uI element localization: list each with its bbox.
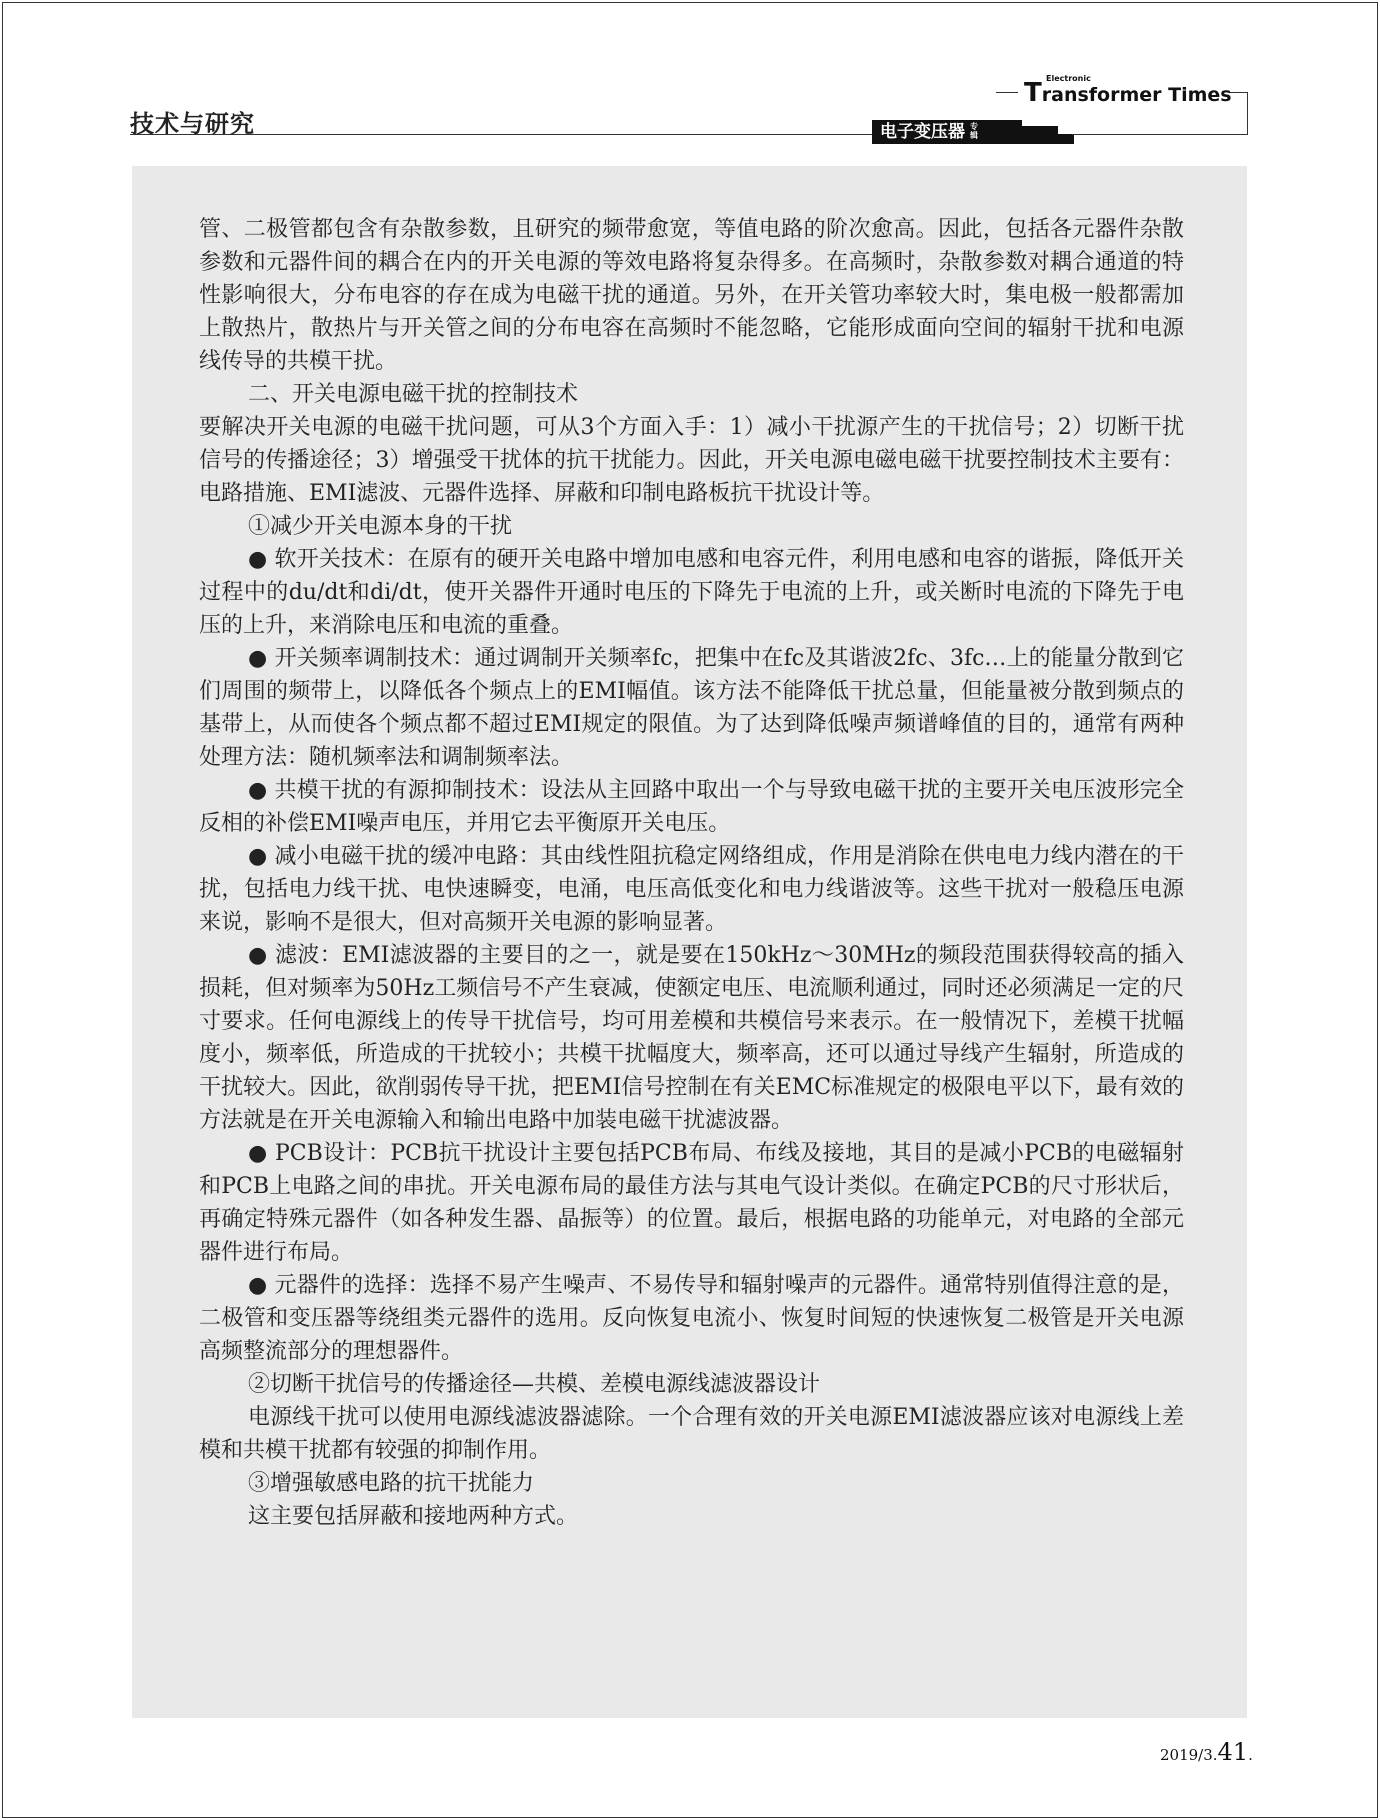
journal-rule-left [996, 92, 1018, 93]
issue-label: 2019/3. [1160, 1746, 1218, 1764]
paragraph: 这主要包括屏蔽和接地两种方式。 [248, 1504, 579, 1529]
brand-tag: 专辑 [970, 122, 978, 140]
journal-rule-vertical [1247, 92, 1248, 134]
header-rule [130, 134, 872, 135]
header-rule-right [1072, 134, 1248, 135]
bullet-paragraph: ● 开关频率调制技术：通过调制开关频率fc，把集中在fc及其谐波2fc、3fc…上的能量分散到它们周围的频带上，以降低各个频点上的EMI幅值。该方法不能降低干扰总量，但能量被分散到频点的基带上，从而使各个频点都不超过EMI规定的限值。为了达到降低噪声频谱峰值的目的，通常有两种处理方法：随机频率法和调制频率法。 [199, 646, 1184, 770]
brand-name: 电子变压器 [880, 122, 965, 142]
subsection-heading: ③增强敏感电路的抗干扰能力 [248, 1471, 535, 1496]
bullet-paragraph: ● 滤波：EMI滤波器的主要目的之一，就是要在150kHz～30MHz的频段范围获得较高的插入损耗，但对频率为50Hz工频信号不产生衰减，使额定电压、电流顺利通过，同时还必须满足一定的尺寸要求。任何电源线上的传导干扰信号，均可用差模和共模信号来表示。在一般情况下，差模干扰幅度小，频率低，所造成的干扰较小；共模干扰幅度大，频率高，还可以通过导线产生辐射，所造成的干扰较大。因此，欲削弱传导干扰，把EMI信号控制在有关EMC标准规定的极限电平以下，最有效的方法就是在开关电源输入和输出电路中加装电磁干扰滤波器。 [199, 943, 1184, 1133]
brand-decoration [1022, 126, 1058, 144]
bullet-paragraph: ● 减小电磁干扰的缓冲电路：其由线性阻抗稳定网络组成，作用是消除在供电电力线内潜在的干扰，包括电力线干扰、电快速瞬变，电涌，电压高低变化和电力线谐波等。这些干扰对一般稳压电源来说，影响不是很大，但对高频开关电源的影响显著。 [199, 844, 1184, 935]
journal-title [1024, 78, 1232, 108]
journal-rule-right [1230, 92, 1248, 93]
paragraph: 电源线干扰可以使用电源线滤波器滤除。一个合理有效的开关电源EMI滤波器应该对电源线上差模和共模干扰都有较强的抑制作用。 [199, 1405, 1184, 1463]
article-body [199, 213, 1184, 1533]
paragraph: 要解决开关电源的电磁干扰问题，可从3个方面入手：1）减小干扰源产生的干扰信号；2）切断干扰信号的传播途径；3）增强受干扰体的抗干扰能力。因此，开关电源电磁电磁干扰要控制技术主要有：电路措施、EMI滤波、元器件选择、屏蔽和印制电路板抗干扰设计等。 [199, 415, 1184, 506]
bullet-paragraph: ● 软开关技术：在原有的硬开关电路中增加电感和电容元件，利用电感和电容的谐振，降低开关过程中的du/dt和di/dt，使开关器件开通时电压的下降先于电流的上升，或关断时电流的下降先于电压的上升，来消除电压和电流的重叠。 [199, 547, 1184, 638]
journal-title-initial: T [1024, 78, 1042, 108]
paragraph: 管、二极管都包含有杂散参数，且研究的频带愈宽，等值电路的阶次愈高。因此，包括各元器件杂散参数和元器件间的耦合在内的开关电源的等效电路将复杂得多。在高频时，杂散参数对耦合通道的特性影响很大，分布电容的存在成为电磁干扰的通道。另外，在开关管功率较大时，集电极一般都需加上散热片，散热片与开关管之间的分布电容在高频时不能忽略，它能形成面向空间的辐射干扰和电源线传导的共模干扰。 [199, 217, 1184, 374]
brand-logo [872, 120, 1022, 144]
section-label: 技术与研究 [130, 110, 255, 138]
subsection-heading: ①减少开关电源本身的干扰 [248, 514, 513, 539]
bullet-paragraph: ● PCB设计：PCB抗干扰设计主要包括PCB布局、布线及接地，其目的是减小PCB的电磁辐射和PCB上电路之间的串扰。开关电源布局的最佳方法与其电气设计类似。在确定PCB的尺寸形状后，再确定特殊元器件（如各种发生器、晶振等）的位置。最后，根据电路的功能单元，对电路的全部元器件进行布局。 [199, 1141, 1184, 1265]
journal-subtitle: Electronic [1046, 74, 1091, 83]
bullet-paragraph: ● 元器件的选择：选择不易产生噪声、不易传导和辐射噪声的元器件。通常特别值得注意的是，二极管和变压器等绕组类元器件的选用。反向恢复电流小、恢复时间短的快速恢复二极管是开关电源高频整流部分的理想器件。 [199, 1273, 1184, 1364]
brand-decoration-step [1058, 134, 1074, 144]
page-number-suffix: . [1248, 1746, 1253, 1764]
page-number [1160, 1738, 1253, 1766]
page-number-value: 41 [1217, 1738, 1249, 1766]
bullet-paragraph: ● 共模干扰的有源抑制技术：设法从主回路中取出一个与导致电磁干扰的主要开关电压波形完全反相的补偿EMI噪声电压，并用它去平衡原开关电压。 [199, 778, 1184, 836]
subsection-heading: ②切断干扰信号的传播途径—共模、差模电源线滤波器设计 [248, 1372, 821, 1397]
journal-title-rest: ransformer Times [1041, 84, 1232, 106]
section-heading: 二、开关电源电磁干扰的控制技术 [248, 382, 579, 407]
